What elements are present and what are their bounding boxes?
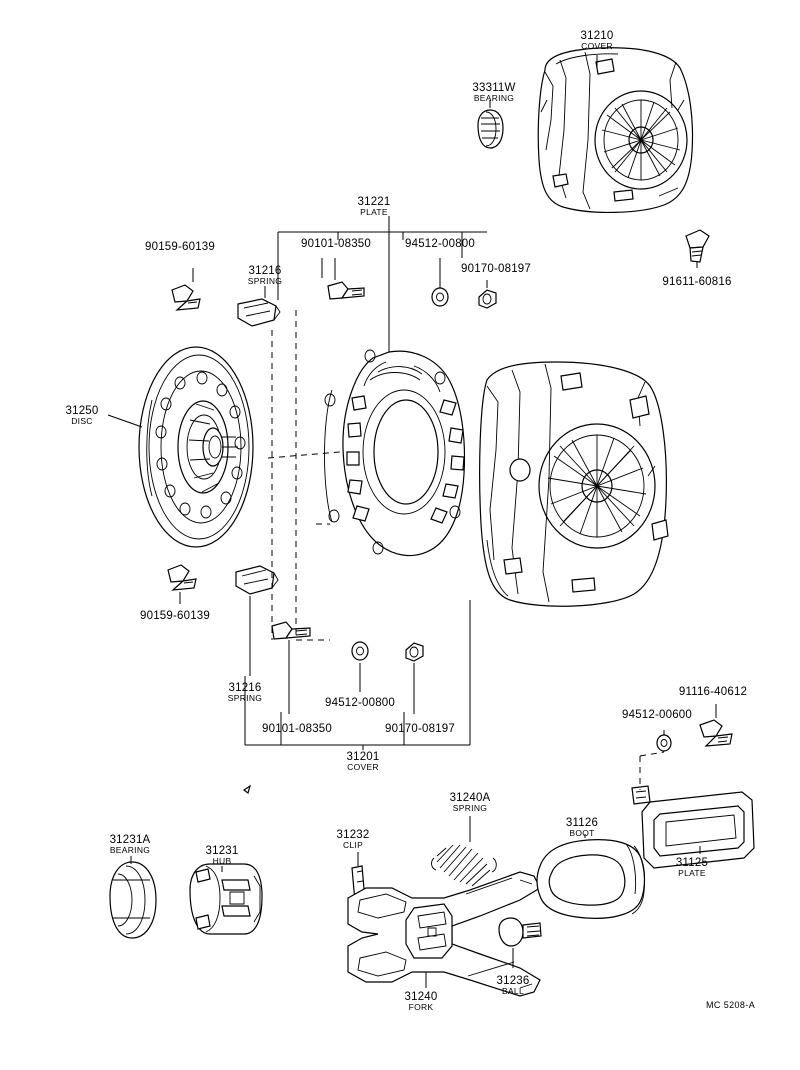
part-label-31240: 31240 FORK <box>404 991 438 1013</box>
part-label-90170-08197-bottom: 90170-08197 <box>385 723 455 735</box>
part-label-90159-60139-top: 90159-60139 <box>145 241 215 253</box>
fastener-94512-00600 <box>657 735 671 751</box>
part-label-31250: 31250 DISC <box>65 405 99 427</box>
part-31201-cover-drawing <box>480 362 668 606</box>
part-31210-cover-drawing <box>538 48 692 213</box>
part-label-31240A: 31240A SPRING <box>449 792 491 814</box>
part-label-90101-08350-top: 90101-08350 <box>301 238 371 250</box>
fastener-94512-00800-bottom <box>352 642 368 660</box>
part-label-91116-40612: 91116-40612 <box>678 686 748 698</box>
part-31236-ball-drawing <box>499 918 541 946</box>
part-31216-spring-bottom <box>236 566 278 594</box>
fastener-94512-00800-top <box>432 288 448 306</box>
part-31231-hub-drawing <box>190 864 262 934</box>
part-31221-plate-drawing <box>325 350 465 556</box>
fastener-90170-08197-top <box>479 290 496 308</box>
part-91611-bolt-drawing <box>686 230 709 262</box>
part-label-31232: 31232 CLIP <box>336 829 370 851</box>
part-31250-disc-drawing <box>139 347 253 547</box>
part-label-31221: 31221 PLATE <box>357 196 391 218</box>
part-label-94512-00800-bottom: 94512-00800 <box>325 697 395 709</box>
fastener-91116-40612 <box>700 720 732 746</box>
part-label-94512-00600: 94512-00600 <box>622 709 692 721</box>
fastener-90159-60139-top <box>172 285 200 310</box>
part-label-31216-top: 31216 SPRING <box>247 265 283 287</box>
fastener-90170-08197-bottom <box>406 643 423 661</box>
part-label-31201: 31201 COVER <box>346 751 380 773</box>
part-label-31231A: 31231A BEARING <box>109 834 151 856</box>
part-label-90101-08350-bottom: 90101-08350 <box>262 723 332 735</box>
part-label-31231: 31231 HUB <box>205 845 239 867</box>
part-31240A-spring-drawing <box>432 845 497 886</box>
part-label-31126: 31126 BOOT <box>565 817 599 839</box>
fastener-90159-60139-bottom <box>168 565 196 590</box>
part-31126-boot-drawing <box>537 840 645 919</box>
part-label-31236: 31236 BALL <box>496 975 530 997</box>
part-label-33311W: 33311W BEARING <box>472 82 516 104</box>
part-label-90170-08197-top: 90170-08197 <box>461 263 531 275</box>
part-label-90159-60139-bottom: 90159-60139 <box>140 610 210 622</box>
fastener-90101-08350-top <box>328 282 364 299</box>
part-31125-plate-drawing <box>632 786 754 868</box>
part-label-31210: 31210 COVER <box>580 30 614 52</box>
part-label-31216-bottom: 31216 SPRING <box>227 682 263 704</box>
part-31231A-bearing-drawing <box>110 862 156 938</box>
part-label-31125: 31125 PLATE <box>675 857 709 879</box>
part-33311W-bearing-drawing <box>478 110 503 148</box>
part-label-94512-00800-top: 94512-00800 <box>405 238 475 250</box>
part-31216-spring-top <box>238 299 280 326</box>
part-label-91611-60816: 91611-60816 <box>662 276 732 288</box>
drawing-code: MC 5208-A <box>706 1000 756 1010</box>
fastener-90101-08350-bottom <box>272 622 310 639</box>
